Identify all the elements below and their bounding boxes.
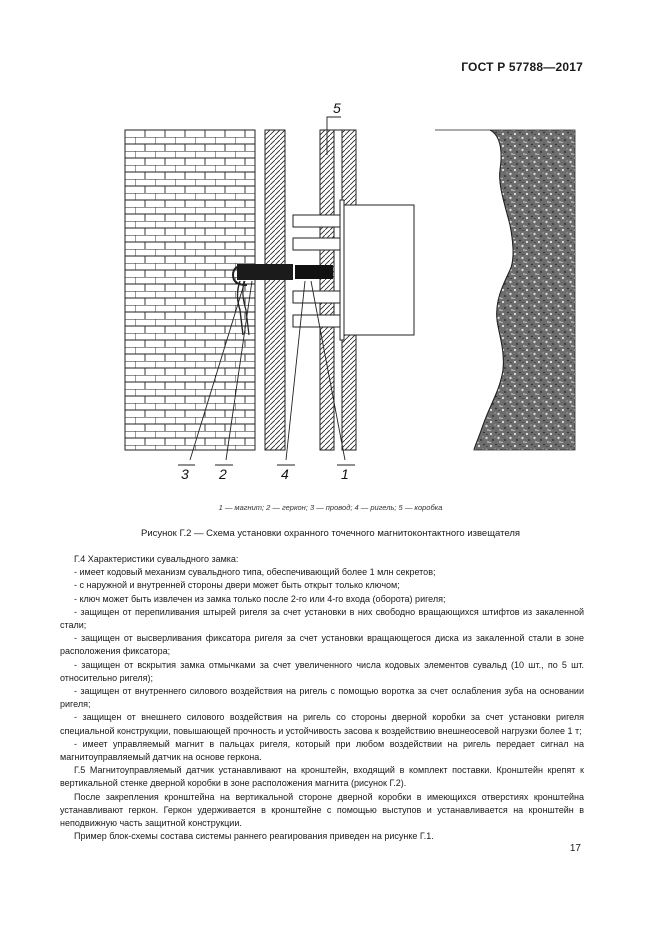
list-item: - ключ может быть извлечен из замка только после 2-го или 4-го входа (оборота) ригеля; <box>74 593 446 604</box>
list-item: - имеет кодовый механизм сувальдного типа, обеспечивающий более 1 млн секретов; <box>74 567 436 578</box>
paragraph: После закрепления кронштейна на вертикальной стороне дверной коробки в имеющихся отверстиях кронштейна устанавливают геркон. Геркон удерживается в кронштейне с помощью выступов и устанавливается на кронштейн в неподвижную часть защитной конструкции. <box>60 791 584 829</box>
callout-2: 2 <box>219 466 227 482</box>
magnet <box>295 265 333 279</box>
paragraph: Г.5 Магнитоуправляемый датчик устанавливают на кронштейн, входящий в комплект поставки. Кронштейн крепят к вертикальной стенке дверной коробки в зоне расположения магнита (рисунок Г.2). <box>60 765 584 789</box>
list-item: - защищен от внутреннего силового воздействия на ригель с помощью воротка за счет ослабления зуба на основании ригеля; <box>60 686 584 710</box>
callout-3: 3 <box>181 466 189 482</box>
list-item: - защищен от вскрытия замка отмычками за счет увеличенного числа кодовых элементов сувальд (10 шт., по 5 шт. относительно ригеля); <box>60 659 584 683</box>
callout-1: 1 <box>341 466 349 482</box>
list-item: - защищен от внешнего силового воздействия на ригель со стороны дверной коробки за счет установки ригеля специальной конструкции, повышающей прочность и устойчивость засова к воздействию внешнеосевой нагрузки более 1 т; <box>60 712 584 736</box>
list-item: - имеет управляемый магнит в пальцах ригеля, который при любом воздействии на ригель передает сигнал на магнитоуправляемый датчик на основе геркона. <box>60 738 584 763</box>
installation-diagram <box>115 95 585 490</box>
figure-caption: Рисунок Г.2 — Схема установки охранного точечного магнитоконтактного извещателя <box>140 528 521 539</box>
paragraph: Пример блок-схемы состава системы раннего реагирования приведен на рисунке Г.1. <box>74 831 434 842</box>
body-text <box>60 553 584 843</box>
callout-5: 5 <box>333 100 341 116</box>
lock-body <box>340 200 414 340</box>
list-item: - с наружной и внутренней стороны двери может быть открыт только ключом; <box>74 580 400 591</box>
callout-4: 4 <box>281 466 289 482</box>
paragraph: Г.4 Характеристики сувальдного замка: <box>74 554 239 564</box>
door-frame-outer-panel <box>265 130 285 450</box>
door-filler <box>435 130 575 450</box>
figure-legend: 1 — магнит; 2 — геркон; 3 — провод; 4 — ригель; 5 — коробка <box>218 503 443 512</box>
page-number: 17 <box>569 843 581 854</box>
list-item: - защищен от высверливания фиксатора ригеля за счет установки вращающегося диска из закаленной стали в зоне расположения фиксатора; <box>60 633 584 657</box>
brick-wall <box>125 130 255 450</box>
list-item: - защищен от перепиливания штырей ригеля за счет установки в них свободно вращающихся штифтов из закаленной стали; <box>60 606 584 631</box>
document-code: ГОСТ Р 57788—2017 <box>461 60 583 74</box>
